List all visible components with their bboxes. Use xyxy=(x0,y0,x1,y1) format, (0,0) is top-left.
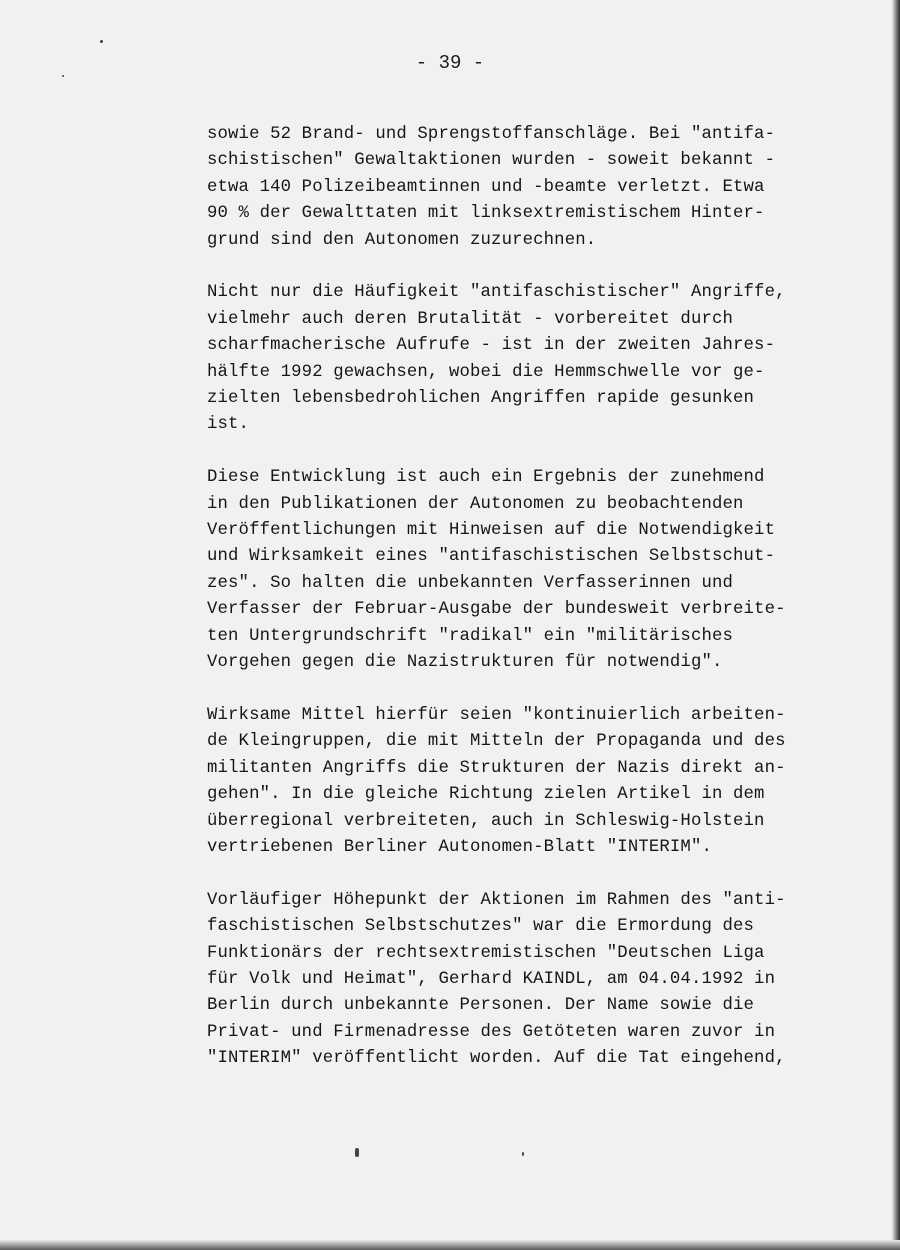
text-line: sowie 52 Brand- und Sprengstoffanschläge. Bei "antifa- xyxy=(207,125,776,144)
text-line: Vorgehen gegen die Nazistrukturen für notwendig". xyxy=(207,653,723,673)
text-line: Berlin durch unbekannte Personen. Der Name sowie die xyxy=(207,996,755,1016)
paragraph xyxy=(207,465,827,676)
text-line: ist. xyxy=(207,415,250,435)
text-line: grund sind den Autonomen zuzurechnen. xyxy=(207,230,597,250)
text-line: etwa 140 Polizeibeamtinnen und -beamte verletzt. Etwa xyxy=(207,177,765,197)
text-line: Wirksame Mittel hierfür seien "kontinuierlich arbeiten- xyxy=(207,705,786,725)
text-line: zes". So halten die unbekannten Verfasserinnen und xyxy=(207,573,734,593)
text-line: Veröffentlichungen mit Hinweisen auf die Notwendigkeit xyxy=(207,521,776,541)
scan-speck xyxy=(522,1152,524,1156)
text-line: Vorläufiger Höhepunkt der Aktionen im Rahmen des "anti- xyxy=(207,890,786,910)
paragraph xyxy=(207,703,827,861)
text-line: Funktionärs der rechtsextremistischen "Deutschen Liga xyxy=(207,943,765,963)
text-line: faschistischen Selbstschutzes" war die Ermordung des xyxy=(207,917,755,937)
text-line: scharfmacherische Aufrufe - ist in der zweiten Jahres- xyxy=(207,336,776,356)
text-line: gehen". In die gleiche Richtung zielen Artikel in dem xyxy=(207,785,765,805)
text-line: ten Untergrundschrift "radikal" ein "militärisches xyxy=(207,626,734,646)
text-line: 90 % der Gewalttaten mit linksextremistischem Hinter- xyxy=(207,204,765,224)
text-line: hälfte 1992 gewachsen, wobei die Hemmschwelle vor ge- xyxy=(207,362,765,382)
text-line: schistischen" Gewaltaktionen wurden - soweit bekannt - xyxy=(207,151,776,171)
text-line: vielmehr auch deren Brutalität - vorbereitet durch xyxy=(207,309,734,329)
scan-speck xyxy=(355,1148,359,1157)
text-line: überregional verbreiteten, auch in Schleswig-Holstein xyxy=(207,811,765,831)
text-line: Diese Entwicklung ist auch ein Ergebnis der zunehmend xyxy=(207,468,765,488)
document-body xyxy=(207,122,827,1099)
text-line: Privat- und Firmenadresse des Getöteten waren zuvor in xyxy=(207,1022,776,1042)
scan-speck xyxy=(100,40,103,43)
page-edge-shadow-bottom xyxy=(0,1240,900,1250)
paragraph xyxy=(207,280,827,438)
text-line: zielten lebensbedrohlichen Angriffen rapide gesunken xyxy=(207,389,755,409)
text-line: "INTERIM" veröffentlicht worden. Auf die Tat eingehend, xyxy=(207,1049,786,1069)
text-line: in den Publikationen der Autonomen zu beobachtenden xyxy=(207,494,744,514)
scan-speck xyxy=(62,75,64,77)
page-edge-shadow-right xyxy=(892,0,900,1250)
paragraph xyxy=(207,888,827,1073)
text-line: de Kleingruppen, die mit Mitteln der Propaganda und des xyxy=(207,732,786,752)
text-line: und Wirksamkeit eines "antifaschistischen Selbstschut- xyxy=(207,547,776,567)
paragraph xyxy=(207,122,827,254)
text-line: für Volk und Heimat", Gerhard KAINDL, am 04.04.1992 in xyxy=(207,969,776,989)
page-number: - 39 - xyxy=(415,52,485,74)
text-line: militanten Angriffs die Strukturen der Nazis direkt an- xyxy=(207,758,786,778)
text-line: vertriebenen Berliner Autonomen-Blatt "INTERIM". xyxy=(207,837,712,857)
text-line: Nicht nur die Häufigkeit "antifaschistischer" Angriffe, xyxy=(207,283,786,303)
text-line: Verfasser der Februar-Ausgabe der bundesweit verbreite- xyxy=(207,600,786,620)
